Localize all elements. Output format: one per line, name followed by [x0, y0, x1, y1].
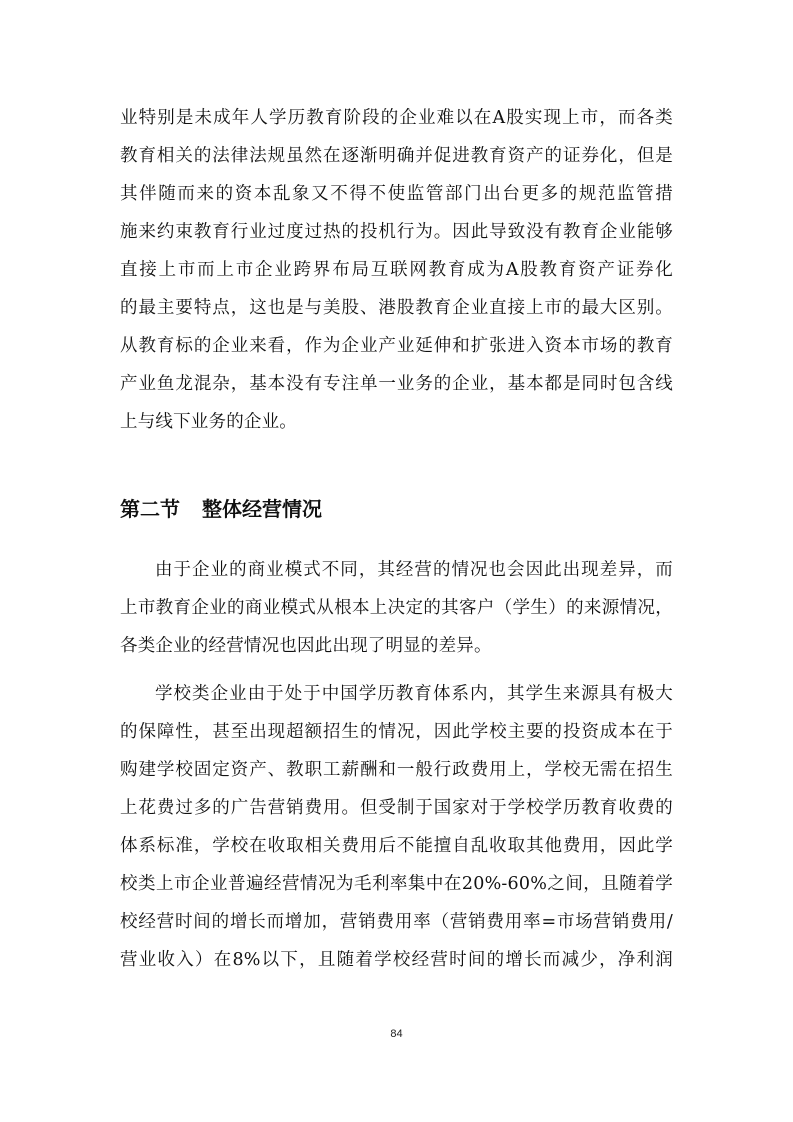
paragraph-3-line-5: 体系标准，学校在收取相关费用后不能擅自乱收取其他费用，因此学 [120, 836, 673, 856]
section-heading [120, 496, 322, 522]
section-number: 第二节 [120, 497, 180, 521]
paragraph-1-line-3: 其伴随而来的资本乱象又不得不使监管部门出台更多的规范监管措 [120, 184, 673, 204]
paragraph-3-line-6: 校类上市企业普遍经营情况为毛利率集中在20%-60%之间，且随着学 [120, 874, 673, 894]
paragraph-1-line-6: 的最主要特点，这也是与美股、港股教育企业直接上市的最大区别。 [120, 298, 673, 318]
paragraph-3-line-2: 的保障性，甚至出现超额招生的情况，因此学校主要的投资成本在于 [120, 722, 673, 742]
paragraph-3-line-1: 学校类企业由于处于中国学历教育体系内，其学生来源具有极大 [155, 684, 673, 704]
paragraph-1-line-9: 上与线下业务的企业。 [120, 412, 297, 432]
paragraph-2-line-3: 各类企业的经营情况也因此出现了明显的差异。 [120, 636, 492, 656]
paragraph-3-line-3: 购建学校固定资产、教职工薪酬和一般行政费用上，学校无需在招生 [120, 760, 673, 780]
paragraph-1-line-1: 业特别是未成年人学历教育阶段的企业难以在A股实现上市，而各类 [120, 108, 673, 128]
paragraph-1-line-2: 教育相关的法律法规虽然在逐渐明确并促进教育资产的证券化，但是 [120, 146, 673, 166]
paragraph-1-line-8: 产业鱼龙混杂，基本没有专注单一业务的企业，基本都是同时包含线 [120, 374, 673, 394]
paragraph-2-line-2: 上市教育企业的商业模式从根本上决定的其客户（学生）的来源情况， [120, 598, 673, 618]
paragraph-3-line-7: 校经营时间的增长而增加，营销费用率（营销费用率=市场营销费用/ [120, 912, 673, 932]
paragraph-3-line-8: 营业收入）在8%以下，且随着学校经营时间的增长而减少，净利润 [120, 950, 673, 970]
paragraph-1-line-7: 从教育标的企业来看，作为企业产业延伸和扩张进入资本市场的教育 [120, 336, 673, 356]
paragraph-1-line-4: 施来约束教育行业过度过热的投机行为。因此导致没有教育企业能够 [120, 222, 673, 242]
section-title: 整体经营情况 [202, 497, 322, 521]
paragraph-1-line-5: 直接上市而上市企业跨界布局互联网教育成为A股教育资产证券化 [120, 260, 673, 280]
paragraph-2-line-1: 由于企业的商业模式不同，其经营的情况也会因此出现差异，而 [155, 560, 673, 580]
paragraph-3-line-4: 上花费过多的广告营销费用。但受制于国家对于学校学历教育收费的 [120, 798, 673, 818]
page-number: 84 [390, 1028, 403, 1040]
